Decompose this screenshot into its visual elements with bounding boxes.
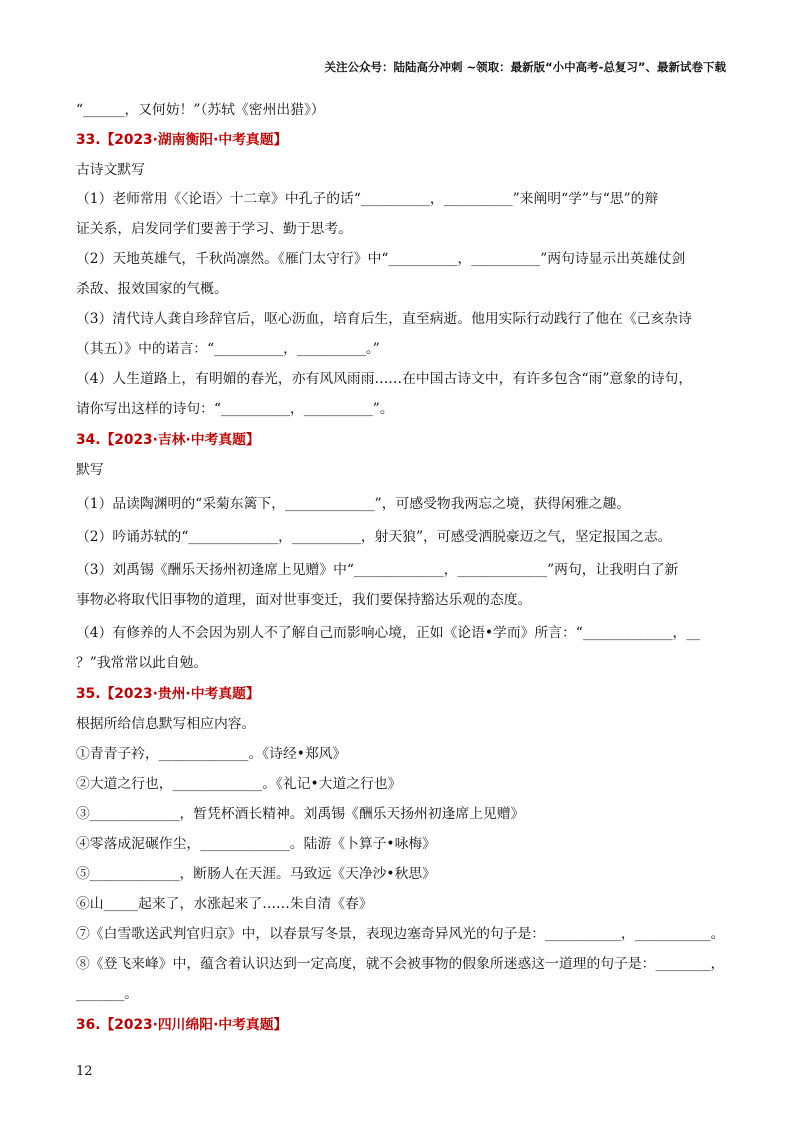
question-heading-35 [76, 685, 740, 703]
question-title: 默写 [76, 462, 104, 478]
text-line: （其五）》中的诺言：“__________，__________。” [76, 341, 380, 357]
text-line: “______，又何妨！”（苏轼《密州出猎》） [76, 102, 325, 118]
text-line: ⑦《白雪歌送武判官归京》中，以春景写冬景，表现边塞奇异风光的句子是：___________，___________。 [76, 926, 725, 942]
text-line: ③_____________，暂凭杯酒长精神。刘禹锡《酬乐天扬州初逢席上见赠》 [76, 806, 525, 822]
text-line: ⑤_____________，断肠人在天涯。马致远《天净沙•秋思》 [76, 866, 436, 882]
question-source-tag: 【2023·四川绵阳·中考真题】 [100, 1017, 288, 1033]
text-line: （3）刘禹锡《酬乐天扬州初逢席上见赠》中“_____________，_____________”两句，让我明白了新 [76, 562, 679, 578]
question-number: 35. [76, 686, 101, 702]
text-line: ④零落成泥碾作尘，_____________。陆游《卜算子•咏梅》 [76, 836, 436, 852]
text-line: ②大道之行也，_____________。《礼记•大道之行也》 [76, 776, 402, 792]
text-line: 证关系，启发同学们要善于学习、勤于思考。 [76, 221, 352, 237]
question-heading-34 [76, 431, 740, 449]
text-line: （4）人生道路上，有明媚的春光，亦有风风雨雨……在中国古诗文中，有许多包含“雨”意象的诗句， [76, 371, 693, 387]
text-line: （3）清代诗人龚自珍辞官后，呕心沥血，培育后生，直至病逝。他用实际行动践行了他在《己亥杂诗 [76, 311, 692, 327]
question-heading-36 [76, 1016, 740, 1034]
page-header: 关注公众号：陆陆高分冲刺 ~领取：最新版“小中高考-总复习”、最新试卷下载 [324, 60, 726, 74]
question-source-tag: 【2023·吉林·中考真题】 [100, 432, 260, 448]
question-number: 33. [76, 132, 101, 148]
text-line: ？”我常常以此自勉。 [76, 655, 208, 671]
page-number: 12 [76, 1064, 93, 1079]
text-line: （4）有修养的人不会因为别人不了解自己而影响心境，正如《论语•学而》所言：“_____________，__ [76, 625, 701, 641]
text-line: 请你写出这样的诗句：“__________，__________”。 [76, 401, 394, 417]
question-heading-33 [76, 131, 740, 149]
question-number: 36. [76, 1017, 101, 1033]
question-source-tag: 【2023·贵州·中考真题】 [100, 686, 260, 702]
text-line: ⑧《登飞来峰》中，蕴含着认识达到一定高度，就不会被事物的假象所迷惑这一道理的句子是：________， [76, 956, 725, 972]
text-line: （1）品读陶渊明的“采菊东篱下，_____________”，可感受物我两忘之境，获得闲雅之趣。 [76, 496, 631, 512]
question-source-tag: 【2023·湖南衡阳·中考真题】 [100, 132, 288, 148]
text-line: 事物必将取代旧事物的道理，面对世事变迁，我们要保持豁达乐观的态度。 [76, 592, 532, 608]
question-title: 根据所给信息默写相应内容。 [76, 716, 256, 732]
text-line: ⑥山_____起来了，水涨起来了……朱自清《春》 [76, 896, 373, 912]
text-line: 杀敌、报效国家的气概。 [76, 281, 228, 297]
question-number: 34. [76, 432, 101, 448]
text-line: _______。 [76, 986, 139, 1002]
text-line: （2）吟诵苏轼的“_____________，__________，射天狼”，可感受洒脱豪迈之气，坚定报国之志。 [76, 529, 672, 545]
question-title: 古诗文默写 [76, 162, 145, 178]
text-line: ①青青子衿，_____________。《诗经•郑风》 [76, 746, 347, 762]
text-line: （1）老师常用《〈论语〉十二章》中孔子的话“__________，__________”来阐明“学”与“思”的辩 [76, 191, 659, 207]
text-line: （2）天地英雄气，千秋尚凛然。《雁门太守行》中“__________，__________”两句诗显示出英雄仗剑 [76, 251, 686, 267]
